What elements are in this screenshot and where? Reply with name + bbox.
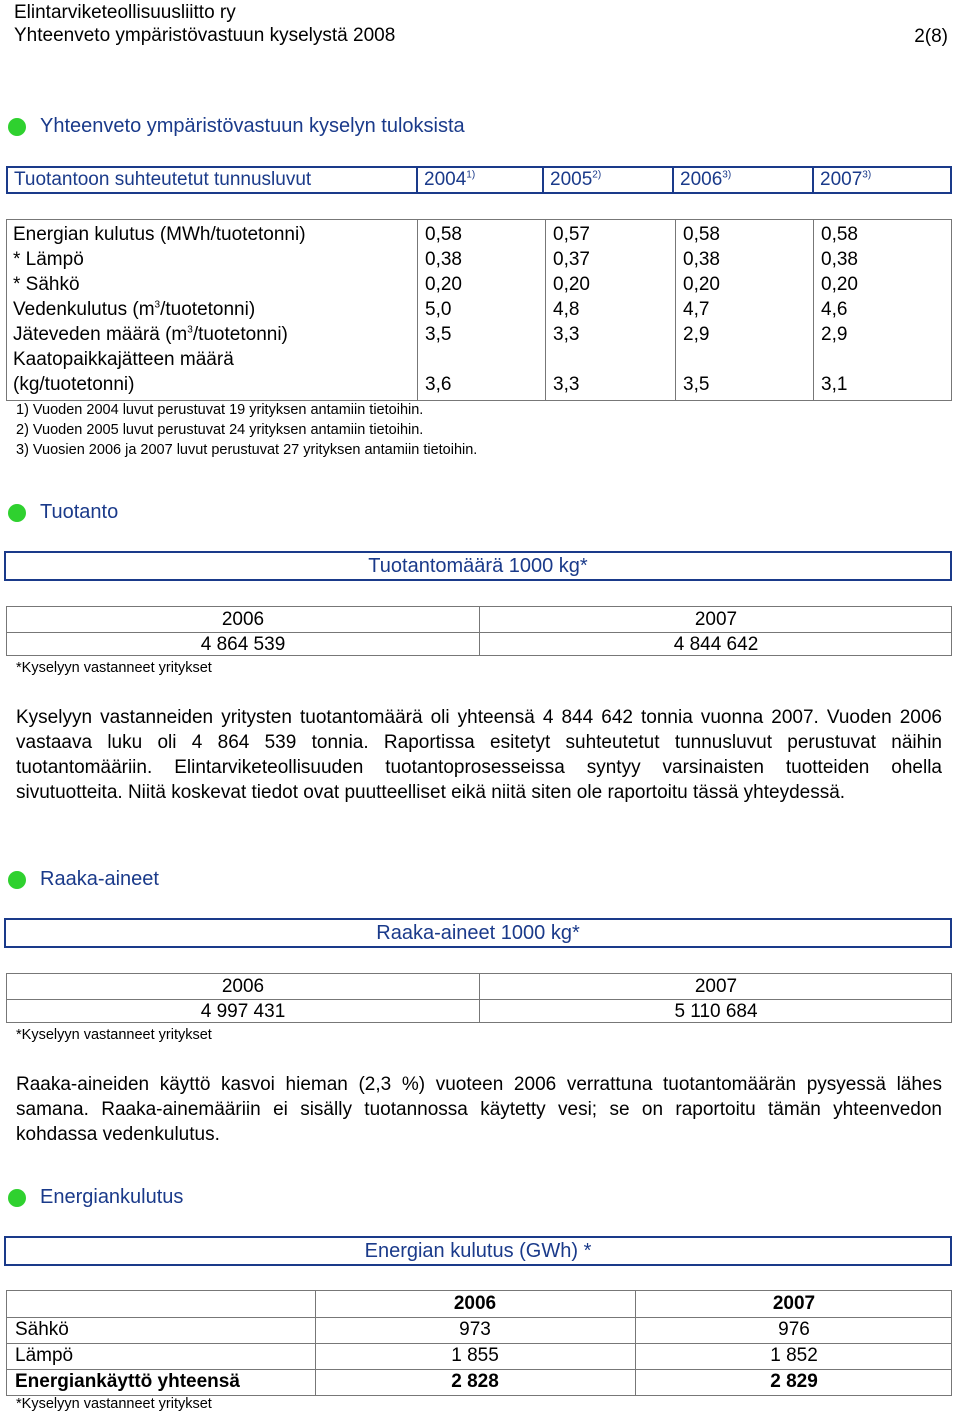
- summary-head-label: Tuotantoon suhteutetut tunnusluvut: [8, 168, 418, 192]
- section-raw-materials-heading: [8, 868, 159, 891]
- section-title: Energiankulutus: [40, 1186, 184, 1208]
- summary-table-body: [6, 219, 952, 401]
- table-row: Vedenkulutus $(m^3/tuotetonni)$ 5,0 4,8 4,7 4,6: [13, 299, 848, 320]
- raw-materials-table: 2006 2007 4 997 431 5 110 684: [6, 973, 952, 1023]
- table-row: Sähkö 973 976: [15, 1319, 810, 1340]
- org-name: Elintarviketeollisuusliitto ry: [14, 2, 236, 23]
- raw-materials-paragraph: Raaka-aineiden käyttö kasvoi hieman (2,3 %) vuoteen 2006 verrattuna tuotantomäärän pysyessä lähes samana. Raaka-ainemääriin ei sisälly tuotannossa käytetty vesi; se on raportoitu tämän yhteenvedon kohdassa vedenkulutus.: [16, 1074, 942, 1145]
- summary-head-year: 2004$^{1)}$: [418, 168, 544, 192]
- footnote: 3) Vuosien 2006 ja 2007 luvut perustuvat 27 yrityksen antamiin tietoihin.: [16, 442, 478, 458]
- document-title: Yhteenveto ympäristövastuun kyselystä 2008: [14, 25, 396, 46]
- production-table: 2006 2007 4 864 539 4 844 642: [6, 606, 952, 656]
- summary-table-header: [6, 166, 952, 194]
- footnote: *Kyselyyn vastanneet yritykset: [16, 1396, 212, 1412]
- section-title: Yhteenveto ympäristövastuun kyselyn tuloksista: [40, 115, 465, 137]
- production-title-box: Tuotantomäärä 1000 kg*: [4, 551, 952, 581]
- bullet-icon: [8, 871, 26, 889]
- table-row: * Sähkö 0,20 0,20 0,20 0,20: [13, 274, 858, 295]
- bullet-icon: [8, 1189, 26, 1207]
- table-row: Kaatopaikkajätteen määrä (kg/tuotetonni) 3,6 3,3 3,5 3,1: [13, 349, 848, 395]
- page-number: 2(8): [914, 26, 948, 47]
- table-row: Jäteveden määrä $(m^3/tuotetonni)$ 3,5 3,3 2,9 2,9: [13, 324, 848, 345]
- table-row: Lämpö 1 855 1 852: [15, 1345, 818, 1366]
- table-total-row: Energiankäyttö yhteensä 2 828 2 829: [15, 1371, 818, 1392]
- footnote: 2) Vuoden 2005 luvut perustuvat 24 yrityksen antamiin tietoihin.: [16, 422, 424, 438]
- energy-title-box: Energian kulutus (GWh) *: [4, 1236, 952, 1266]
- footnote: *Kyselyyn vastanneet yritykset: [16, 660, 212, 676]
- summary-head-year: 2005$^{2)}$: [544, 168, 674, 192]
- section-production-heading: [8, 501, 118, 524]
- summary-head-year: 2006$^{3)}$: [674, 168, 814, 192]
- table-row: Energian kulutus (MWh/tuotetonni) 0,58 0,57 0,58 0,58: [13, 224, 858, 245]
- bullet-icon: [8, 118, 26, 136]
- bullet-icon: [8, 504, 26, 522]
- energy-table: [6, 1290, 952, 1396]
- footnote: *Kyselyyn vastanneet yritykset: [16, 1027, 212, 1043]
- section-title: Tuotanto: [40, 501, 119, 523]
- section-title: Raaka-aineet: [40, 868, 159, 890]
- production-paragraph: Kyselyyn vastanneiden yritysten tuotantomäärä oli yhteensä 4 844 642 tonnia vuonna 2007. Vuoden 2006 vastaava luku oli 4 864 539 tonnia. Raportissa esitetyt suhteutetut tunnusluvut perustuvat näihin tuotantomääriin. Elintarviketeollisuuden tuotantoprosesseissa syntyy varsinaisten tuotteiden ohella sivutuotteita. Niitä koskevat tiedot ovat puutteelliset eikä niitä siten ole raportoitu tässä yhteydessä.: [16, 707, 942, 803]
- table-header-row: 2006 2007: [453, 1293, 816, 1314]
- raw-materials-title-box: Raaka-aineet 1000 kg*: [4, 918, 952, 948]
- section-energy-heading: [8, 1186, 183, 1209]
- summary-head-year: 2007$^{3)}$: [820, 169, 872, 190]
- section-summary-heading: [8, 115, 465, 138]
- table-row: * Lämpö 0,38 0,37 0,38 0,38: [13, 249, 858, 270]
- footnote: 1) Vuoden 2004 luvut perustuvat 19 yrityksen antamiin tietoihin.: [16, 402, 424, 418]
